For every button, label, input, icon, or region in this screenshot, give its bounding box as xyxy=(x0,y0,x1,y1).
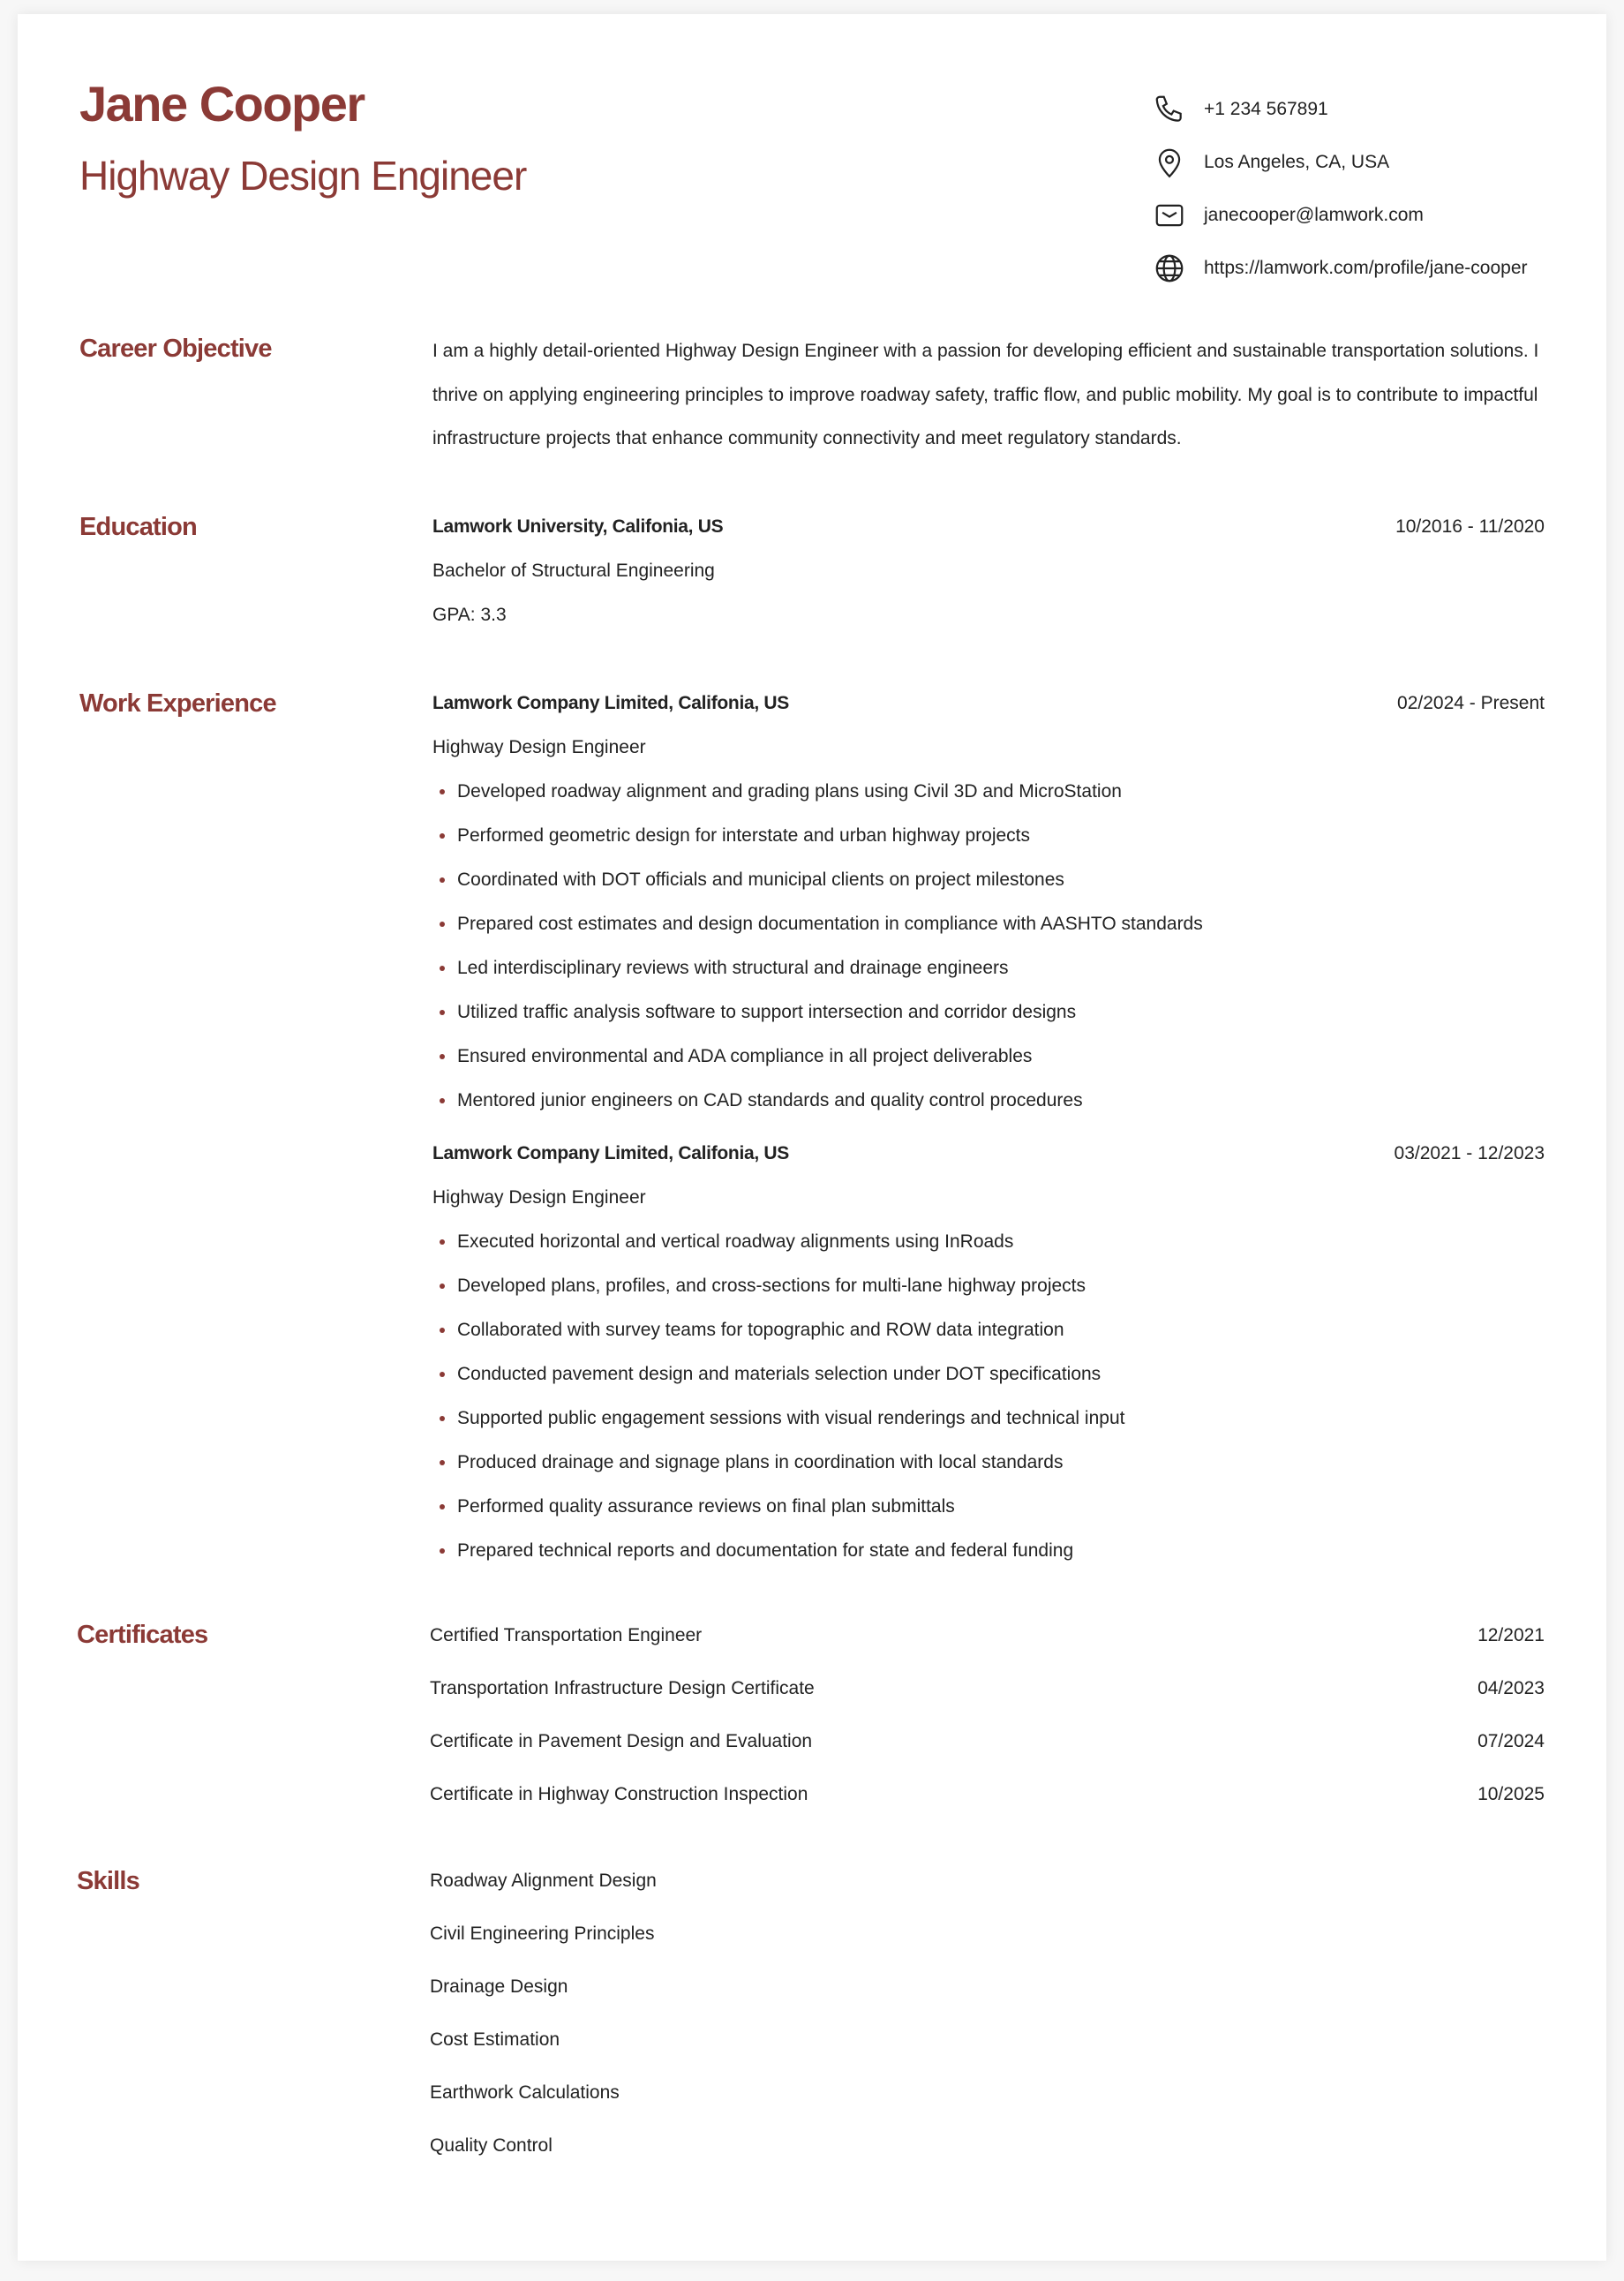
bullet-item: Performed quality assurance reviews on final plan submittals xyxy=(432,1485,1545,1529)
job-entry xyxy=(432,681,1545,1123)
globe-icon xyxy=(1153,252,1186,285)
website-link[interactable]: https://lamwork.com/profile/jane-cooper xyxy=(1204,258,1528,278)
email-link[interactable]: janecooper@lamwork.com xyxy=(1204,205,1424,225)
map-pin-icon xyxy=(1153,146,1186,179)
company-name: Lamwork Company Limited, Califonia, US xyxy=(432,1143,789,1163)
certificate-date: 12/2021 xyxy=(1477,1625,1545,1645)
bullet-item: Produced drainage and signage plans in coordination with local standards xyxy=(432,1441,1545,1485)
certificate-name: Certificate in Pavement Design and Evaluation xyxy=(430,1731,813,1751)
certificate-date: 10/2025 xyxy=(1477,1784,1545,1804)
certificate-name: Certified Transportation Engineer xyxy=(430,1625,703,1645)
skill-item: Drainage Design xyxy=(430,1976,568,1997)
skill-item: Cost Estimation xyxy=(430,2029,560,2050)
certificates-list xyxy=(430,1609,1545,1821)
education-entry xyxy=(432,505,1545,637)
mail-icon xyxy=(1153,199,1186,232)
resume-page xyxy=(18,14,1606,2261)
school-name: Lamwork University, Califonia, US xyxy=(432,516,724,537)
bullet-item: Conducted pavement design and materials selection under DOT specifications xyxy=(432,1352,1545,1396)
certificate-item xyxy=(430,1662,1545,1715)
job-entry xyxy=(432,1132,1545,1573)
bullet-item: Developed roadway alignment and grading plans using Civil 3D and MicroStation xyxy=(432,770,1545,814)
certificate-item xyxy=(430,1768,1545,1821)
skill-item: Civil Engineering Principles xyxy=(430,1923,655,1944)
certificate-item xyxy=(430,1715,1545,1768)
phone-icon xyxy=(1153,93,1186,126)
education-dates: 10/2016 - 11/2020 xyxy=(1395,516,1545,537)
bullet-item: Led interdisciplinary reviews with structural and drainage engineers xyxy=(432,946,1545,990)
skill-item: Quality Control xyxy=(430,2135,553,2156)
candidate-title: Highway Design Engineer xyxy=(79,153,527,199)
company-name: Lamwork Company Limited, Califonia, US xyxy=(432,693,789,713)
bullet-item: Prepared technical reports and documentation for state and federal funding xyxy=(432,1529,1545,1573)
bullet-item: Executed horizontal and vertical roadway alignments using InRoads xyxy=(432,1220,1545,1264)
bullet-item: Performed geometric design for interstate and urban highway projects xyxy=(432,814,1545,858)
work-heading: Work Experience xyxy=(79,689,276,718)
skills-list xyxy=(430,1855,1542,2172)
bullet-item: Ensured environmental and ADA compliance in all project deliverables xyxy=(432,1035,1545,1079)
job-role: Highway Design Engineer xyxy=(432,1187,646,1208)
bullet-item: Mentored junior engineers on CAD standards and quality control procedures xyxy=(432,1079,1545,1123)
job-bullets xyxy=(432,770,1545,1123)
job-bullets xyxy=(432,1220,1545,1573)
contact-list xyxy=(1153,83,1528,295)
bullet-item: Collaborated with survey teams for topographic and ROW data integration xyxy=(432,1308,1545,1352)
certificate-item xyxy=(430,1609,1545,1662)
certificate-date: 07/2024 xyxy=(1477,1731,1545,1751)
education-heading: Education xyxy=(79,513,197,541)
skill-item: Roadway Alignment Design xyxy=(430,1871,657,1891)
bullet-item: Supported public engagement sessions with visual renderings and technical input xyxy=(432,1396,1545,1441)
objective-text: I am a highly detail-oriented Highway Design Engineer with a passion for developing efficient and sustainable transportation solutions. I thrive on applying engineering principles to improve roadway safety, traffic flow, and public mobility. My goal is to contribute to impactful infrastructure projects that enhance community connectivity and meet regulatory standards. xyxy=(432,341,1539,448)
job-role: Highway Design Engineer xyxy=(432,737,646,757)
work-list xyxy=(432,681,1545,1573)
contact-website[interactable] xyxy=(1153,242,1528,295)
bullet-item: Utilized traffic analysis software to support intersection and corridor designs xyxy=(432,990,1545,1035)
contact-location xyxy=(1153,136,1528,189)
bullet-item: Coordinated with DOT officials and municipal clients on project milestones xyxy=(432,858,1545,902)
location-text: Los Angeles, CA, USA xyxy=(1204,152,1390,172)
certificate-name: Transportation Infrastructure Design Certificate xyxy=(430,1678,815,1698)
job-dates: 03/2021 - 12/2023 xyxy=(1394,1143,1545,1163)
degree: Bachelor of Structural Engineering xyxy=(432,561,715,581)
certificate-name: Certificate in Highway Construction Inspection xyxy=(430,1784,808,1804)
contact-phone xyxy=(1153,83,1528,136)
certificate-date: 04/2023 xyxy=(1477,1678,1545,1698)
skill-item: Earthwork Calculations xyxy=(430,2082,620,2103)
objective-heading: Career Objective xyxy=(79,335,272,363)
candidate-name: Jane Cooper xyxy=(79,76,365,132)
gpa: GPA: 3.3 xyxy=(432,605,507,625)
phone-text: +1 234 567891 xyxy=(1204,99,1328,119)
bullet-item: Prepared cost estimates and design documentation in compliance with AASHTO standards xyxy=(432,902,1545,946)
job-dates: 02/2024 - Present xyxy=(1397,693,1545,713)
skills-heading: Skills xyxy=(77,1867,139,1895)
certificates-heading: Certificates xyxy=(77,1621,208,1649)
bullet-item: Developed plans, profiles, and cross-sections for multi-lane highway projects xyxy=(432,1264,1545,1308)
contact-email[interactable] xyxy=(1153,189,1528,242)
